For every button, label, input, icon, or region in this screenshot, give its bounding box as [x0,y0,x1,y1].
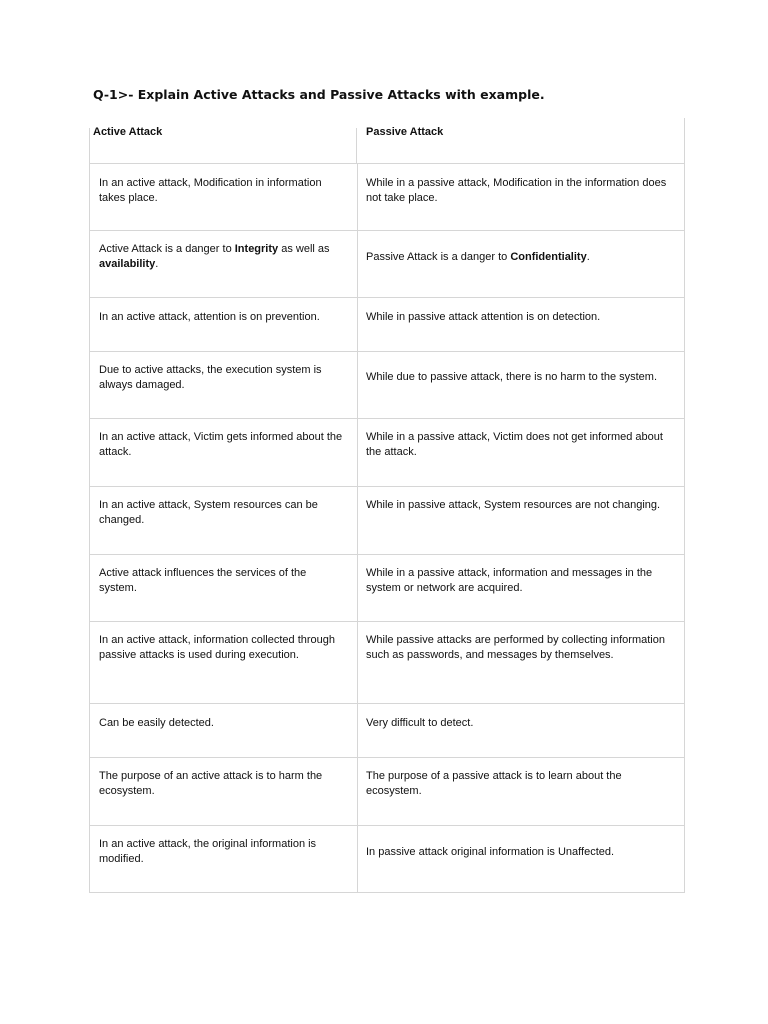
passive-cell: While in a passive attack, Modification in the information does not take place. [366,177,667,204]
passive-cell: While in a passive attack, Victim does not get informed about the attack. [366,431,663,458]
table-row [89,297,685,351]
active-cell: Due to active attacks, the execution system is always damaged. [99,364,322,391]
active-cell: In an active attack, information collected through passive attacks is used during execution. [99,634,336,661]
active-cell: Can be easily detected. [99,717,214,729]
active-cell: The purpose of an active attack is to harm the ecosystem. [99,770,323,797]
passive-cell: The purpose of a passive attack is to learn about the ecosystem. [366,770,622,797]
active-cell: In an active attack, Victim gets informed about the attack. [99,431,343,458]
comparison-table [89,118,685,893]
table-row [89,621,685,703]
table-row [89,230,685,297]
table-row [89,486,685,554]
table-row [89,825,685,893]
table-row [89,703,685,757]
active-cell: Active attack influences the services of the system. [99,567,307,594]
active-cell: In an active attack, Modification in information takes place. [99,177,322,204]
table-row [89,757,685,825]
passive-cell: While in a passive attack, information and messages in the system or network are acquired. [366,567,653,594]
table-row [89,163,685,230]
question-heading: Q-1>- Explain Active Attacks and Passive Attacks with example. [93,87,545,102]
active-cell: In an active attack, the original information is modified. [99,838,317,865]
header-active-attack: Active Attack [93,126,163,138]
passive-cell: While in passive attack, System resources are not changing. [366,499,661,511]
active-cell: Active Attack is a danger to Integrity as well as availability. [99,243,330,270]
active-cell: In an active attack, System resources can be changed. [99,499,318,526]
active-cell: In an active attack, attention is on prevention. [99,311,320,323]
header-passive-attack: Passive Attack [366,126,444,138]
passive-cell: Passive Attack is a danger to Confidentiality. [366,251,590,263]
table-row [89,554,685,621]
table-row [89,418,685,486]
passive-cell: While due to passive attack, there is no harm to the system. [366,371,658,383]
table-header-row [89,118,685,163]
passive-cell: While passive attacks are performed by collecting information such as passwords, and messages by themselves. [366,634,665,661]
passive-cell: Very difficult to detect. [366,717,474,729]
table-row [89,351,685,418]
passive-cell: While in passive attack attention is on detection. [366,311,601,323]
passive-cell: In passive attack original information is Unaffected. [366,846,615,858]
